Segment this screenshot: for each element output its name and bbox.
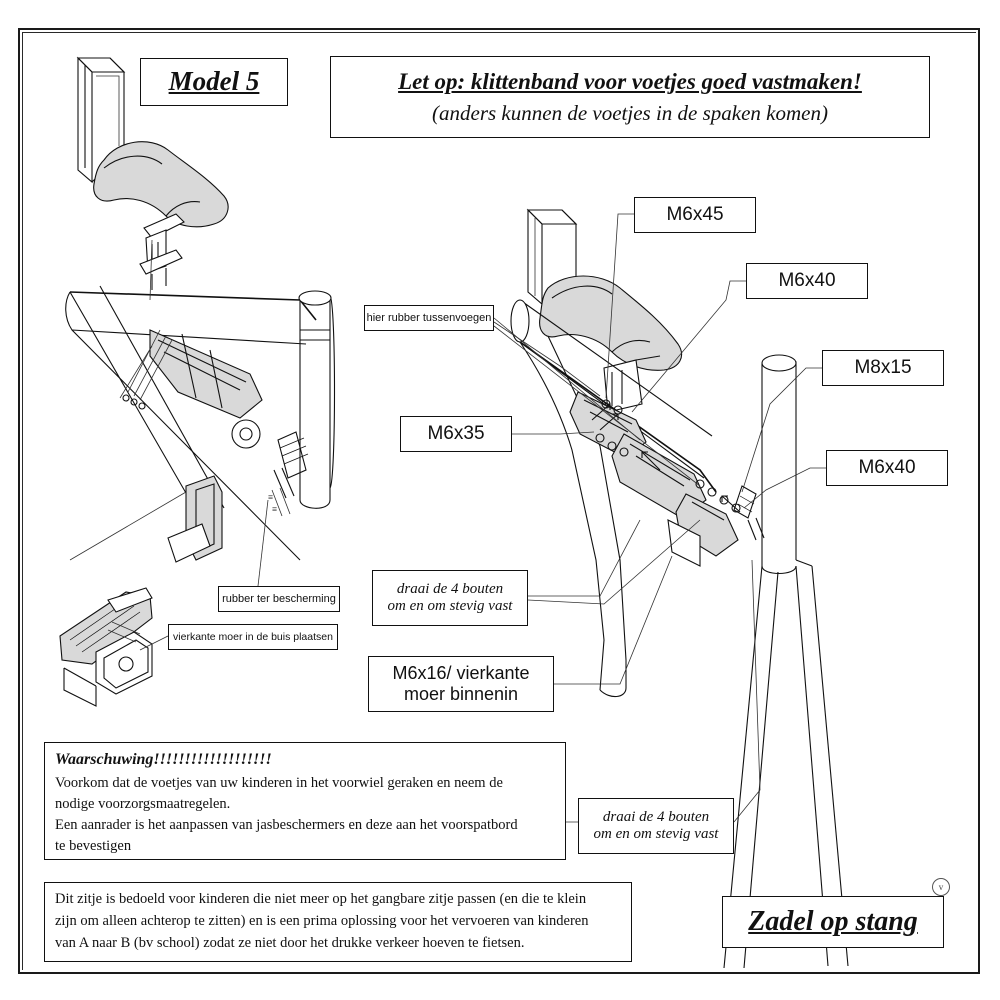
tighten-upper-line1: draai de 4 bouten [396,580,504,597]
warning-heading: Waarschuwing!!!!!!!!!!!!!!!!!!! [55,751,272,768]
warning-line1: Voorkom dat de voetjes van uw kinderen in het voorwiel geraken en neem de [55,775,503,792]
svg-text:≡: ≡ [268,492,274,502]
bottom-note-line2: zijn om alleen achterop te zitten) en is een prima oplossing voor het vervoeren van kinderen [55,913,589,930]
warning-line2: nodige voorzorgsmaatregelen. [55,796,231,813]
warning-line3: Een aanrader is het aanpassen van jasbeschermers en deze aan het voorspatbord [55,817,518,834]
bottom-note-block [44,882,632,962]
warning-block [44,742,566,860]
bottom-note-line3: van A naar B (bv school) zodat ze niet door het drukke verkeer hoeven te fietsen. [55,934,525,951]
m6x16-line2: moer binnenin [403,684,519,704]
top-warning-line2: (anders kunnen de voetjes in de spaken komen) [432,100,828,125]
callout-m6x16-square-nut [368,656,554,712]
tighten-lower-line2: om en om stevig vast [593,826,719,842]
tighten-lower-line1: draai de 4 bouten [602,808,710,825]
label-m6x45: M6x45 [634,197,756,233]
label-m8x15: M8x15 [822,350,944,386]
warning-line4: te bevestigen [55,838,132,855]
label-m6x35: M6x35 [400,416,512,452]
m6x16-line1: M6x16/ vierkante [392,663,530,684]
model-title: Model 5 [140,58,288,106]
svg-text:≡: ≡ [272,504,278,514]
tighten-upper-line2: om en om stevig vast [387,598,513,614]
callout-rubber-between: hier rubber tussenvoegen [364,305,494,331]
callout-rubber-protection: rubber ter bescherming [218,586,340,612]
callout-tighten-bolts-lower [578,798,734,854]
top-warning-box [330,56,930,138]
label-m6x40-upper: M6x40 [746,263,868,299]
label-m6x40-lower: M6x40 [826,450,948,486]
top-warning-line1: Let op: klittenband voor voetjes goed vastmaken! [398,69,862,95]
callout-tighten-bolts-upper [372,570,528,626]
callout-square-nut: vierkante moer in de buis plaatsen [168,624,338,650]
corner-mark: v [932,878,950,896]
footer-title: Zadel op stang [722,896,944,948]
bottom-note-line1: Dit zitje is bedoeld voor kinderen die niet meer op het gangbare zitje passen (en die te klein [55,891,587,908]
